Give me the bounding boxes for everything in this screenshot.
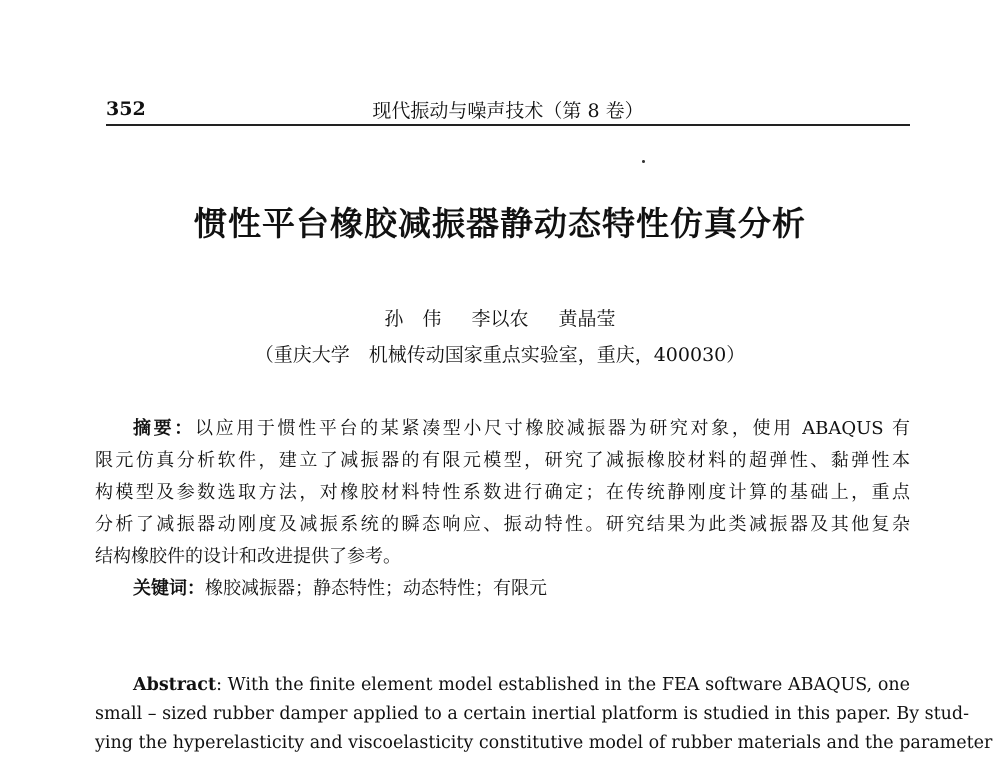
running-header bbox=[106, 94, 910, 126]
abstract-line: 分析了减振器动刚度及减振系统的瞬态响应、振动特性。研究结果为此类减振器及其他复杂 bbox=[95, 514, 910, 535]
abstract-line: Abstract: With the finite element model established in the FEA software ABAQUS, one bbox=[133, 675, 910, 695]
author-list bbox=[0, 304, 1000, 331]
page-number: 352 bbox=[106, 98, 146, 120]
keywords bbox=[133, 574, 547, 600]
abstract-label: 摘要： bbox=[133, 418, 195, 439]
english-abstract bbox=[95, 671, 993, 758]
abstract-line: 限元仿真分析软件，建立了减振器的有限元模型，研究了减振橡胶材料的超弹性、黏弹性本 bbox=[95, 450, 910, 471]
abstract-line: 构模型及参数选取方法，对橡胶材料特性系数进行确定；在传统静刚度计算的基础上，重点 bbox=[95, 482, 910, 503]
author-name: 李以农 bbox=[471, 308, 529, 330]
affiliation: （重庆大学 机械传动国家重点实验室，重庆，400030） bbox=[254, 344, 746, 366]
abstract-line: 结构橡胶件的设计和改进提供了参考。 bbox=[95, 546, 401, 567]
abstract-line: ying the hyperelasticity and viscoelasticity constitutive model of rubber materials and the parameter bbox=[95, 733, 993, 753]
author-name: 黄晶莹 bbox=[558, 308, 616, 330]
abstract-line: small – sized rubber damper applied to a certain inertial platform is studied in this paper. By stud- bbox=[95, 704, 970, 724]
abstract-en-label: Abstract bbox=[133, 675, 217, 695]
keywords-label: 关键词： bbox=[133, 578, 205, 599]
paper-title: 惯性平台橡胶减振器静动态特性仿真分析 bbox=[194, 204, 806, 243]
keywords-text: 橡胶减振器；静态特性；动态特性；有限元 bbox=[205, 578, 547, 599]
stray-dot bbox=[642, 160, 645, 163]
journal-title: 现代振动与噪声技术（第 8 卷） bbox=[372, 100, 644, 122]
chinese-abstract bbox=[95, 413, 910, 573]
author-name: 孙 伟 bbox=[384, 308, 442, 330]
abstract-line: 摘要：以应用于惯性平台的某紧凑型小尺寸橡胶减振器为研究对象，使用 ABAQUS 有 bbox=[133, 418, 910, 439]
